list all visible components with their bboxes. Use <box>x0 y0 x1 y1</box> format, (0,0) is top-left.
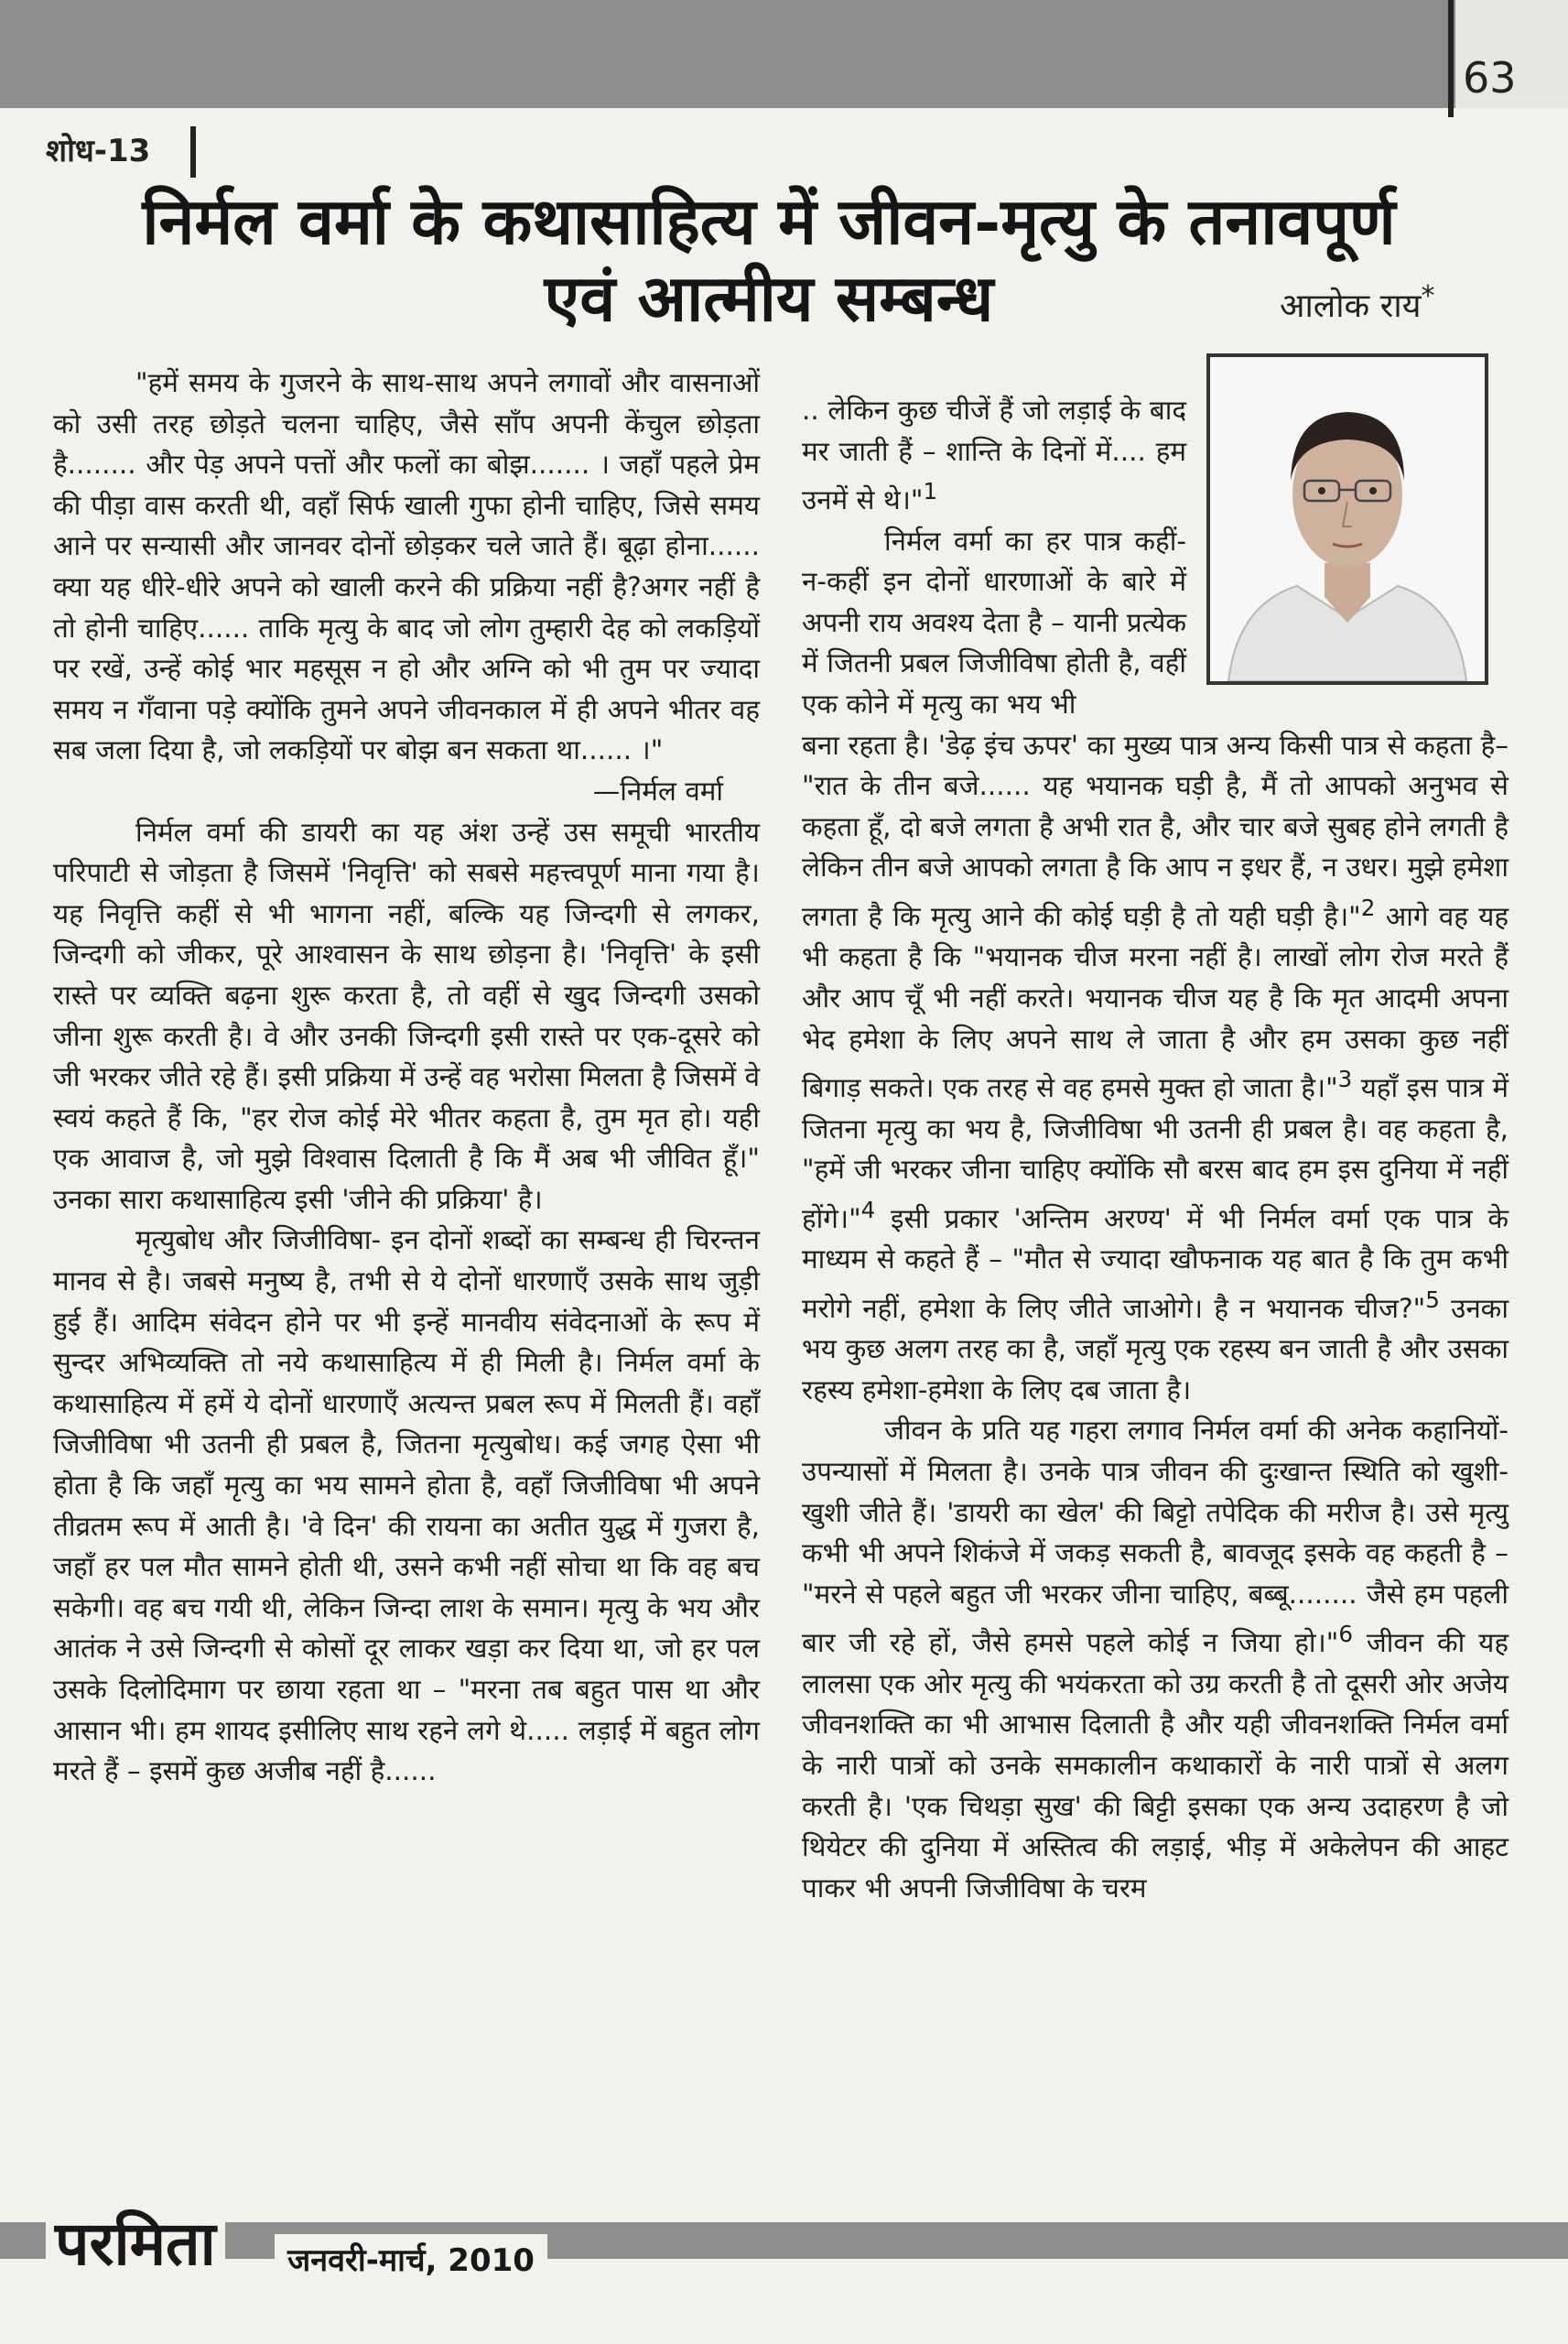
paragraph-2: मृत्युबोध और जिजीविषा- इन दोनों शब्दों का सम्बन्ध ही चिरन्तन मानव से है। जबसे मनुष्य है, तभी से ये दोनों धारणाएँ उसके साथ जुड़ी हुई हैं। आदिम संवेदन होने पर भी इन्हें मानवीय संवेदनाओं के रूप में सुन्दर अभिव्यक्ति तो नये कथासाहित्य में ही मिली है। निर्मल वर्मा के कथासाहित्य में हमें ये दोनों धारणाएँ अत्यन्त प्रबल रूप में मिलती हैं। वहाँ जिजीविषा भी उतनी ही प्रबल है, जितना मृत्युबोध। कई जगह ऐसा भी होता है कि जहाँ मृत्यु का भय सामने होता है, वहाँ जिजीविषा भी अपने तीव्रतम रूप में आती है। 'वे दिन' की रायना का अतीत युद्ध में गुजरा है, जहाँ हर पल मौत सामने होती थी, उसने कभी नहीं सोचा था कि वह बच सकेगी। वह बच गयी थी, लेकिन जिन्दा लाश के समान। मृत्यु के भय और आतंक ने उसे जिन्दगी से कोसों दूर लाकर खड़ा कर दिया था, जो हर पल उसके दिलोदिमाग पर छाया रहता था – "मरना तब बहुत पास था और आसान भी। हम शायद इसीलिए साथ रहने लगे थे..... लड़ाई में बहुत लोग मरते हैं – इसमें कुछ अजीब नहीं है...... <box>53 1224 760 1787</box>
paragraph-3-text-d: इसी प्रकार 'अन्तिम अरण्य' में भी निर्मल वर्मा एक पात्र के माध्यम से कहते हैं – "मौत से ज्यादा खौफनाक यह बात है कि तुम कभी मरोगे नहीं, हमेशा के लिए जीते जाओगे। है न भयानक चीज?" <box>802 1202 1509 1324</box>
title-line-1: निर्मल वर्मा के कथासाहित्य में जीवन-मृत्यु के तनावपूर्ण <box>142 183 1396 259</box>
page-number: 63 <box>1463 53 1517 103</box>
paragraph-3-text-e: उनका भय कुछ अलग तरह का है, जहाँ मृत्यु एक रहस्य बन जाती है और उसका रहस्य हमेशा-हमेशा के लिए दब जाता है। <box>802 1292 1509 1405</box>
footnote-ref-4: 4 <box>860 1196 876 1223</box>
header-divider <box>1448 0 1454 117</box>
paragraph-4-text-b: जीवन की यह लालसा एक ओर मृत्यु की भयंकरता को उग्र करती है तो दूसरी ओर अजेय जीवनशक्ति का भी आभास दिलाती है और यही जीवनशक्ति निर्मल वर्मा के नारी पात्रों को उनके समकालीन कथाकारों के नारी पात्रों से अलग करती है। 'एक चिथड़ा सुख' की बिट्टी इसका एक अन्य उदाहरण है जो थियेटर की दुनिया में अस्तित्व की लड़ाई, भीड़ में अकेलेपन की आहट पाकर भी अपनी जिजीविषा के चरम <box>802 1627 1509 1904</box>
article-title <box>55 183 1483 337</box>
footnote-ref-6: 6 <box>1338 1621 1353 1648</box>
reference-bar <box>190 126 196 178</box>
author-footnote-mark: * <box>1421 280 1435 312</box>
footnote-ref-5: 5 <box>1425 1286 1440 1313</box>
paragraph-3-wrapped: निर्मल वर्मा का हर पात्र कहीं-न-कहीं इन दोनों धारणाओं के बारे में अपनी राय अवश्य देता है – यानी प्रत्येक में जितनी प्रबल जिजीविषा होती है, वहीं एक कोने में मृत्यु का भय भी <box>802 525 1186 720</box>
magazine-logo: परमिता <box>46 2205 225 2284</box>
title-line-2: एवं आत्मीय सम्बन्ध <box>544 260 994 336</box>
author-text: आलोक राय <box>1280 288 1422 325</box>
footnote-ref-2: 2 <box>1360 894 1376 921</box>
paragraph-4 <box>802 1410 1509 1908</box>
paragraph-1: निर्मल वर्मा की डायरी का यह अंश उन्हें उस समूची भारतीय परिपाटी से जोड़ता है जिसमें 'निवृत्ति' को सबसे महत्त्वपूर्ण माना गया है। यह निवृत्ति कहीं से भी भागना नहीं, बल्कि यह जिन्दगी से लगकर, जिन्दगी को जीकर, पूरे आश्वासन के साथ छोड़ना है। 'निवृत्ति' के इसी रास्ते पर व्यक्ति बढ़ना शुरू करता है, तो वहीं से खुद जिन्दगी उसको जीना शुरू करती है। वे और उनकी जिन्दगी इसी रास्ते पर एक-दूसरे को जी भरकर जीते रहे हैं। इसी प्रक्रिया में उन्हें वह भरोसा मिलता है जिसमें वे स्वयं कहते हैं कि, "हर रोज कोई मेरे भीतर कहता है, तुम मृत हो। यही एक आवाज है, जो मुझे विश्वास दिलाती है कि मैं अब भी जीवित हूँ।" उनका सारा कथासाहित्य इसी 'जीने की प्रक्रिया' है। <box>53 816 760 1215</box>
epigraph-quote: "हमें समय के गुजरने के साथ-साथ अपने लगावों और वासनाओं को उसी तरह छोड़ते चलना चाहिए, जैसे साँप अपनी केंचुल छोड़ता है........ और पेड़ अपने पत्तों और फलों का बोझ....... । जहाँ पहले प्रेम की पीड़ा वास करती थी, वहाँ सिर्फ खाली गुफा होनी चाहिए, जिसे समय आने पर सन्यासी और जानवर दोनों छोड़कर चले जाते हैं। बूढ़ा होना...... क्या यह धीरे-धीरे अपने को खाली करने की प्रक्रिया नहीं है?अगर नहीं है तो होनी चाहिए...... ताकि मृत्यु के बाद जो लोग तुम्हारी देह को लकड़ियों पर रखें, उन्हें कोई भार महसूस न हो और अग्नि को भी तुम पर ज्यादा समय न गँवाना पड़े क्योंकि तुमने अपने जीवनकाल में ही अपने भीतर वह सब जला दिया है, जो लकड़ियों पर बोझ बन सकता था...... ।" <box>53 367 760 766</box>
issue-date: जनवरी-मार्च, 2010 <box>275 2234 547 2284</box>
quote-continuation <box>802 390 1186 521</box>
paragraph-3-text-c: यहाँ इस पात्र में जितना मृत्यु का भय है, जिजीविषा भी उतनी ही प्रबल है। वह कहता है, "हमें जी भरकर जीना चाहिए क्योंकि सौ बरस बाद हम इस दुनिया में नहीं होंगे।" <box>802 1071 1509 1234</box>
left-column <box>53 363 760 1792</box>
quote-continuation-text: .. लेकिन कुछ चीजें हैं जो लड़ाई के बाद मर जाती हैं – शान्ति के दिनों में.... हम उनमें से थे।" <box>802 395 1186 516</box>
footer-band <box>0 2222 1568 2259</box>
right-column <box>802 390 1509 1908</box>
footnote-ref-3: 3 <box>1337 1066 1353 1093</box>
footnote-ref-1: 1 <box>923 478 938 505</box>
paragraph-3-text-a: बना रहता है। 'डेढ़ इंच ऊपर' का मुख्य पात्र अन्य किसी पात्र से कहता है– "रात के तीन बजे...... यह भयानक घड़ी है, मैं तो आपको अनुभव से कहता हूँ, दो बजे लगता है अभी रात है, और चार बजे सुबह होने लगती है लेकिन तीन बजे आपको लगता है कि आप न इधर हैं, न उधर। मुझे हमेशा लगता है कि मृत्यु आने की कोई घड़ी है तो यही घड़ी है।" <box>802 729 1509 932</box>
paragraph-4-text-a: जीवन के प्रति यह गहरा लगाव निर्मल वर्मा की अनेक कहानियों-उपन्यासों में मिलता है। उनके पात्र जीवन की दुःखान्त स्थिति को खुशी-खुशी जीते हैं। 'डायरी का खेल' की बिट्टो तपेदिक की मरीज है। उसे मृत्यु कभी भी अपने शिकंजे में जकड़ सकती है, बावजूद इसके वह कहती है – "मरने से पहले बहुत जी भरकर जीना चाहिए, बब्बू........ जैसे हम पहली बार जी रहे हों, जैसे हमसे पहले कोई न जिया हो।" <box>802 1415 1509 1659</box>
author-name <box>1280 280 1435 327</box>
paragraph-3-text-b: आगे वह यह भी कहता है कि "भयानक चीज मरना नहीं है। लाखों लोग रोज मरते हैं और आप चूँ भी नहीं करते। भयानक चीज यह है कि मृत आदमी अपना भेद हमेशा के लिए अपने साथ ले जाता है और हम उसका कुछ नहीं बिगाड़ सकते। एक तरह से वह हमसे मुक्त हो जाता है।" <box>802 900 1509 1103</box>
section-reference: शोध-13 <box>46 133 151 169</box>
top-header-band <box>0 0 1455 108</box>
epigraph-attribution: —निर्मल वर्मा <box>592 775 723 807</box>
paragraph-3 <box>802 725 1509 1411</box>
